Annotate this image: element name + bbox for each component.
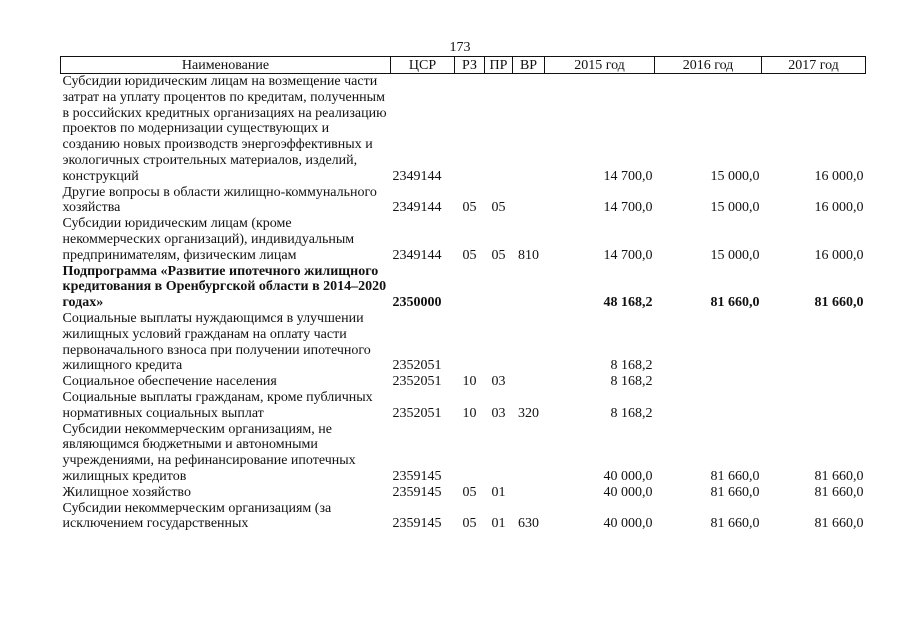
row-2016 <box>655 374 762 390</box>
row-2015: 40 000,0 <box>603 516 653 532</box>
row-vr <box>513 374 545 390</box>
row-csr: 2352051 <box>392 405 442 421</box>
header-csr: ЦСР <box>391 57 455 74</box>
row-2016: 15 000,0 <box>710 200 760 216</box>
row-name: Социальное обеспечение населения <box>62 374 277 390</box>
row-2017: 81 660,0 <box>814 468 864 484</box>
budget-table <box>60 56 866 532</box>
row-csr: 2359145 <box>392 516 442 532</box>
row-csr: 2352051 <box>392 374 442 390</box>
row-pr: 01 <box>491 516 506 532</box>
header-2015: 2015 год <box>545 57 655 74</box>
row-name: Субсидии юридическим лицам на возмещение части затрат на уплату процентов по кредитам, полученным в российских кредитных организациях на реализацию проектов по модернизации существующих и созданию новых производств энергоэффективных и экологичных строительных материалов, изделий, конструкций <box>62 74 387 184</box>
row-2015: 14 700,0 <box>603 168 653 184</box>
row-2015: 8 168,2 <box>610 405 653 421</box>
row-rz: 05 <box>462 516 477 532</box>
row-2017: 81 660,0 <box>814 484 864 500</box>
row-name: Жилищное хозяйство <box>62 484 191 500</box>
row-2016 <box>655 390 762 422</box>
row-2017 <box>762 311 866 374</box>
table-row <box>61 390 866 422</box>
table-row <box>61 485 866 501</box>
row-2017: 16 000,0 <box>814 200 864 216</box>
row-csr: 2350000 <box>392 295 442 311</box>
row-vr <box>513 74 545 185</box>
row-rz: 05 <box>462 200 477 216</box>
row-pr <box>485 74 513 185</box>
row-vr <box>513 485 545 501</box>
row-2015: 40 000,0 <box>603 484 653 500</box>
row-rz <box>455 264 485 311</box>
row-2016: 81 660,0 <box>710 516 760 532</box>
row-vr: 810 <box>518 247 539 263</box>
row-2017: 81 660,0 <box>814 295 864 311</box>
row-vr <box>513 311 545 374</box>
row-2015: 14 700,0 <box>603 247 653 263</box>
table-row <box>61 74 866 185</box>
row-rz: 10 <box>462 374 477 390</box>
row-2016: 81 660,0 <box>710 295 760 311</box>
header-rz: РЗ <box>455 57 485 74</box>
row-2015: 14 700,0 <box>603 200 653 216</box>
row-csr: 2349144 <box>392 247 442 263</box>
row-pr <box>485 422 513 485</box>
row-vr <box>513 422 545 485</box>
row-pr: 03 <box>491 405 506 421</box>
row-2017: 16 000,0 <box>814 247 864 263</box>
header-pr: ПР <box>485 57 513 74</box>
table-row <box>61 501 866 533</box>
row-csr: 2359145 <box>392 484 442 500</box>
header-name: Наименование <box>61 57 391 74</box>
row-vr <box>513 185 545 217</box>
row-vr: 630 <box>518 516 539 532</box>
row-name: Другие вопросы в области жилищно-коммунального хозяйства <box>62 184 377 216</box>
row-2017 <box>762 390 866 422</box>
row-csr: 2349144 <box>392 168 442 184</box>
header-2016: 2016 год <box>655 57 762 74</box>
row-pr: 05 <box>491 247 506 263</box>
row-rz <box>455 422 485 485</box>
row-rz <box>455 311 485 374</box>
row-2015: 8 168,2 <box>610 358 653 374</box>
row-2017: 81 660,0 <box>814 516 864 532</box>
row-2016: 15 000,0 <box>710 247 760 263</box>
row-vr: 320 <box>518 405 539 421</box>
row-rz <box>455 74 485 185</box>
row-name: Подпрограмма «Развитие ипотечного жилищного кредитования в Оренбургской области в 2014–2020 годах» <box>62 263 387 311</box>
row-2016: 81 660,0 <box>710 468 760 484</box>
page-number: 173 <box>449 40 471 55</box>
row-name: Субсидии юридическим лицам (кроме некоммерческих организаций), индивидуальным предпринимателям, физическим лицам <box>62 216 355 263</box>
row-name: Социальные выплаты нуждающимся в улучшении жилищных условий гражданам на оплату части первоначального взноса при получении ипотечного жилищного кредита <box>62 310 371 374</box>
row-2016: 15 000,0 <box>710 168 760 184</box>
row-name: Субсидии некоммерческим организациям (за исключением государственных <box>62 500 332 532</box>
row-csr: 2349144 <box>392 200 442 216</box>
row-pr: 01 <box>491 484 506 500</box>
row-name: Социальные выплаты гражданам, кроме публичных нормативных социальных выплат <box>62 389 373 421</box>
header-2017: 2017 год <box>762 57 866 74</box>
row-csr: 2359145 <box>392 468 442 484</box>
row-pr: 05 <box>491 200 506 216</box>
row-csr: 2352051 <box>392 358 442 374</box>
table-header-row <box>61 57 866 74</box>
row-pr <box>485 311 513 374</box>
table-row <box>61 374 866 390</box>
row-rz: 10 <box>462 405 477 421</box>
row-2016 <box>655 311 762 374</box>
table-row <box>61 311 866 374</box>
table-row <box>61 216 866 263</box>
row-2017 <box>762 374 866 390</box>
row-2015: 48 168,2 <box>603 295 653 311</box>
row-name: Субсидии некоммерческим организациям, не являющимся бюджетными и автономными учреждениями, на рефинансирование ипотечных жилищных кредитов <box>62 421 356 484</box>
table-row <box>61 185 866 217</box>
row-2015: 8 168,2 <box>610 374 653 390</box>
header-vr: ВР <box>513 57 545 74</box>
row-rz: 05 <box>462 247 477 263</box>
row-vr <box>513 264 545 311</box>
table-row <box>61 422 866 485</box>
row-2015: 40 000,0 <box>603 468 653 484</box>
row-rz: 05 <box>462 484 477 500</box>
table-row-subprogram <box>61 264 866 311</box>
row-pr: 03 <box>491 374 506 390</box>
row-pr <box>485 264 513 311</box>
row-2017: 16 000,0 <box>814 168 864 184</box>
row-2016: 81 660,0 <box>710 484 760 500</box>
